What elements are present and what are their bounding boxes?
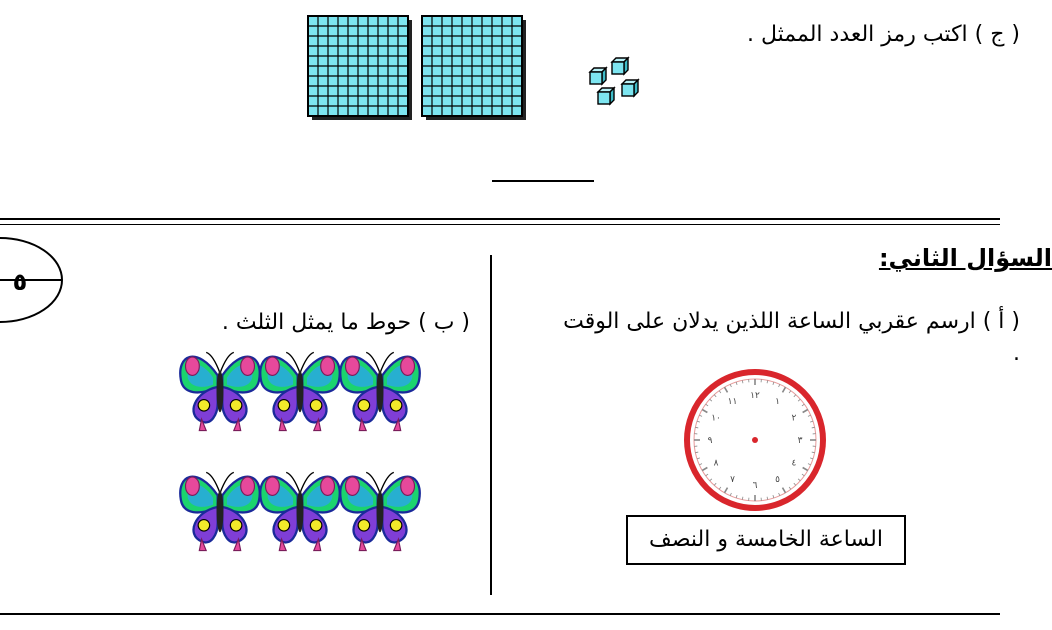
hundred-flat: [422, 16, 526, 120]
clock-numeral: ٢: [791, 413, 797, 424]
unit-cubes: [590, 58, 638, 104]
clock-numeral: ٦: [752, 481, 758, 491]
score-value: ٥: [12, 268, 28, 296]
answer-blank-line[interactable]: [492, 180, 594, 182]
hundred-flats: [308, 16, 526, 120]
butterfly-image: [260, 472, 339, 550]
base-ten-blocks: [300, 10, 670, 130]
part-b-text: ( ب ) حوط ما يمثل الثلث .: [221, 310, 470, 335]
unit-cube: [622, 80, 638, 96]
clock-numeral: ٧: [730, 474, 735, 485]
clock-numeral: ٨: [713, 458, 719, 469]
unit-cube: [590, 68, 606, 84]
clock-numeral: ٤: [791, 458, 797, 469]
clock-face: [680, 365, 830, 515]
butterfly-image: [180, 352, 259, 430]
section-title: السؤال الثاني:: [878, 244, 1052, 272]
unit-cube: [612, 58, 628, 74]
butterfly-image: [340, 472, 419, 550]
butterfly-image: [260, 352, 339, 430]
part-a-text: ( أ ) ارسم عقربي الساعة اللذين يدلان على الوقت .: [563, 309, 1020, 366]
butterfly-image: [340, 352, 419, 430]
clock-center: [752, 437, 758, 443]
hundred-flat: [308, 16, 412, 120]
part-c-label: ( ج ) اكتب رمز العدد الممثل .: [746, 22, 1020, 47]
clock-numeral: ١٠: [711, 413, 721, 424]
column-divider: [490, 255, 492, 595]
clock-numeral: ٣: [797, 436, 803, 446]
butterfly-group[interactable]: [180, 330, 420, 540]
clock-numeral: ٥: [775, 474, 780, 485]
clock-numeral: ٩: [707, 436, 713, 446]
clock-numeral: ١١: [727, 397, 738, 408]
section-divider-bottom: [0, 613, 1000, 615]
clock-numeral: ١: [775, 397, 780, 408]
unit-cube: [598, 88, 614, 104]
answer-box-text: الساعة الخامسة و النصف: [649, 527, 883, 552]
butterfly-image: [180, 472, 259, 550]
section-divider-top-1: [0, 218, 1000, 220]
clock-numeral: ١٢: [750, 391, 760, 401]
section-divider-top-2: [0, 224, 1000, 225]
